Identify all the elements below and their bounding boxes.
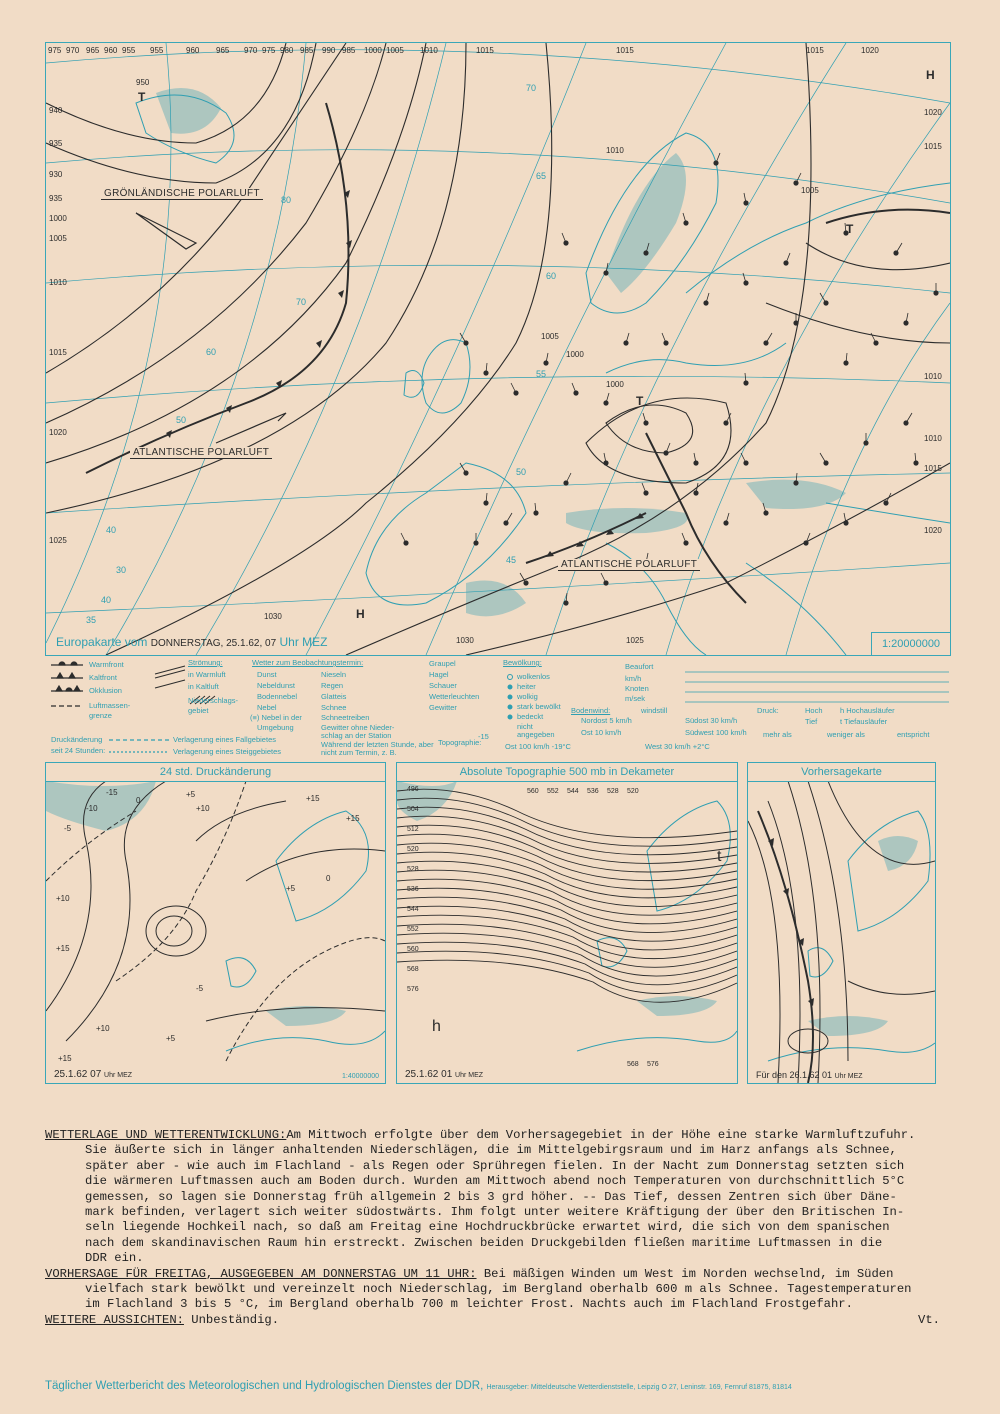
top-pressure-label-11: 985 (300, 46, 314, 55)
legend-shift-fall: Verlagerung eines Fallgebietes (173, 735, 276, 744)
left-pressure-label-6: 1010 (49, 278, 67, 287)
topo-value-6: 544 (407, 906, 419, 913)
forecast-isobar-4 (828, 781, 935, 864)
latitude-label-11: 50 (176, 415, 187, 425)
topo-value-12: 552 (547, 788, 559, 795)
topo-south-coast (577, 1031, 737, 1051)
map-caption (56, 635, 328, 649)
author-signature: Vt. (918, 1312, 940, 1327)
forecast-isobar-0 (748, 821, 780, 1083)
legend-pressure-high-ridge: h Hochausläufer (840, 706, 895, 715)
legend-knots: Knoten (625, 684, 649, 693)
station-wind-24 (506, 513, 512, 523)
coast-black-sea (826, 503, 950, 523)
forecast-south-coast (768, 1043, 935, 1061)
topo-value-10: 576 (407, 986, 419, 993)
change-value-11: +5 (286, 884, 296, 893)
caption-date: DONNERSTAG, 25.1.62, 07 (150, 638, 277, 649)
change-isoline-3 (146, 906, 206, 956)
left-pressure-label-0: 940 (49, 106, 63, 115)
legend-pressure-high: Hoch (805, 706, 823, 715)
caption-suffix: Uhr MEZ (279, 635, 328, 649)
right-pressure-label-0: 1020 (924, 108, 942, 117)
legend-wind-sw: Südwest 100 km/h (685, 728, 747, 737)
legend-weather-title: Wetter zum Beobachtungstermin: (252, 658, 364, 667)
legend-weather-fog: Nebel (257, 703, 277, 712)
top-pressure-label-4: 955 (122, 46, 136, 55)
legend-topography-value: -15 (478, 732, 489, 741)
legend-cloud-na-2: angegeben (517, 730, 555, 739)
inner-pressure-label-6: 1030 (264, 612, 282, 621)
isobar-1 (46, 43, 386, 423)
legend-topography-label: Topographie: (438, 738, 482, 747)
top-pressure-label-7: 965 (216, 46, 230, 55)
change-britain (226, 958, 256, 987)
warm-flow-arrow (155, 666, 185, 678)
legend-weather-blowing-snow: Schneetreiben (321, 713, 370, 722)
legend-cloud-na-1: nicht (517, 722, 533, 731)
change-scandinavia (276, 811, 369, 921)
legend-weather-hail: Hagel (429, 670, 449, 679)
meridian-0 (46, 43, 171, 643)
topo-value-4: 528 (407, 866, 419, 873)
right-pressure-label-1: 1015 (924, 142, 942, 151)
topo-height-line-16 (397, 933, 737, 976)
front-northeast (826, 210, 950, 223)
topo-height-line-3 (397, 816, 737, 863)
change-value-10: -5 (196, 984, 204, 993)
topo-height-line-11 (397, 888, 737, 932)
legend-pressure-low: Tief (805, 717, 818, 726)
cold-front-atlantic (86, 103, 349, 473)
topography-date: 25.1.62 01 (405, 1069, 453, 1080)
change-value-13: +10 (56, 894, 70, 903)
legend-tendency-less: weniger als (827, 730, 865, 739)
high-center-northeast: H (926, 68, 935, 82)
change-value-7: +15 (58, 1054, 72, 1063)
station-wind-2 (511, 383, 516, 393)
legend-coldfront: Kaltfront (89, 673, 117, 682)
low-center-denmark: T (636, 394, 644, 408)
inner-pressure-label-8: 1025 (626, 636, 644, 645)
greenland-ice (156, 88, 221, 134)
legend-occlusion: Okklusion (89, 686, 122, 695)
top-pressure-label-16: 1010 (420, 46, 438, 55)
forecast-low-area (878, 836, 918, 871)
station-wind-28 (601, 573, 606, 583)
inner-pressure-label-1: 1005 (541, 332, 559, 341)
legend-warmfront: Warmfront (89, 660, 124, 669)
latitude-label-7: 35 (86, 615, 97, 625)
left-pressure-label-2: 930 (49, 170, 63, 179)
right-pressure-label-2: 1010 (924, 372, 942, 381)
pressure-change-drawing (46, 781, 385, 1083)
legend-topography-west: West 30 km/h +2°C (645, 742, 710, 751)
legend-flow-cold: in Kaltluft (188, 682, 219, 691)
topo-height-line-17 (397, 942, 737, 985)
situation-line-7: nach dem skandinavischen Raum hin erstreckt. Zwischen beiden Druckgebilden fließen maritime Luftmassen in die (85, 1235, 883, 1250)
isobar-11 (806, 243, 950, 270)
footer-title: Täglicher Wetterbericht des Meteorologischen und Hydrologischen Dienstes der DDR, (45, 1380, 484, 1392)
topo-value-0: 496 (407, 786, 419, 793)
legend-topography-east: Ost 100 km/h -19°C (505, 742, 571, 751)
topo-value-9: 568 (407, 966, 419, 973)
top-pressure-label-14: 1000 (364, 46, 382, 55)
legend-tendency-equal: entspricht (897, 730, 930, 739)
airmass-label-greenland: GRÖNLÄNDISCHE POLARLUFT (101, 188, 263, 200)
coldfront-teeth (57, 673, 75, 678)
legend-weather-tstorm-1: Gewitter ohne Nieder- (321, 723, 395, 732)
latitude-label-3: 55 (536, 369, 547, 379)
legend-pressure-low-trough: t Tiefausläufer (840, 717, 888, 726)
caption-prefix: Europakarte vom (56, 635, 148, 649)
topography-footer (405, 1069, 483, 1080)
topo-value-1: 504 (407, 806, 419, 813)
top-pressure-label-20: 1020 (861, 46, 879, 55)
legend-precip-1: Niederschlags- (188, 696, 239, 705)
legend-msec: m/sek (625, 694, 646, 703)
weather-report-text (45, 1128, 950, 1328)
top-pressure-label-18: 1015 (616, 46, 634, 55)
legend-weather-tstorm-2: schlag an der Station (321, 731, 392, 740)
station-wind-35 (886, 493, 891, 503)
airmass-label-atlantic-central: ATLANTISCHE POLARLUFT (558, 559, 700, 571)
change-value-1: -10 (86, 804, 98, 813)
pressure-change-scale: 1:40000000 (342, 1073, 379, 1080)
change-value-3: 0 (136, 796, 141, 805)
low-center-russia: T (846, 222, 854, 236)
forecast-isobar-2 (788, 781, 820, 1083)
situation-line-2: später aber - wie auch im Flachland - als Regen oder Sprühregen fielen. In der Nacht zum Donnerstag setzten sich (85, 1158, 905, 1173)
legend-airmass-boundary-1: Luftmassen- (89, 701, 131, 710)
legend-weather-lightning: Wetterleuchten (429, 692, 480, 701)
pressure-change-footer (54, 1069, 132, 1080)
outlook-line (45, 1313, 950, 1328)
pressure-change-unit: Uhr MEZ (104, 1072, 133, 1079)
topo-height-line-1 (397, 798, 737, 846)
left-pressure-label-3: 935 (49, 194, 63, 203)
topo-value-11: 560 (527, 788, 539, 795)
forecast-title: Vorhersagekarte (748, 765, 935, 782)
change-isoline-6 (246, 849, 385, 881)
change-value-5: +10 (196, 804, 210, 813)
change-value-14: +15 (306, 794, 320, 803)
topography-drawing (397, 781, 737, 1083)
page-footer (45, 1380, 792, 1392)
top-pressure-label-13: 985 (342, 46, 356, 55)
latitude-label-2: 60 (546, 271, 557, 281)
topo-trough-mark: t (717, 848, 722, 865)
topo-height-line-19 (397, 960, 737, 1002)
airmass-label-atlantic-west: ATLANTISCHE POLARLUFT (130, 447, 272, 459)
legend-weather-mist: Nebeldunst (257, 681, 295, 690)
topo-height-line-18 (397, 951, 737, 993)
legend-pressure-title: Druck: (757, 706, 779, 715)
inner-pressure-label-5: 1005 (801, 186, 819, 195)
topography-title: Absolute Topographie 500 mb in Dekameter (397, 765, 737, 782)
coast-balkans (746, 563, 846, 655)
topo-value-13: 544 (567, 788, 579, 795)
isobar-4 (106, 43, 552, 655)
legend-cloud-mostly: stark bewölkt (517, 702, 561, 711)
map-scale: 1:20000000 (871, 632, 950, 655)
latitude-label-13: 30 (116, 565, 127, 575)
parallel-3 (46, 376, 950, 403)
legend-pressure-change-1: Druckänderung (51, 735, 103, 744)
top-pressure-label-10: 980 (280, 46, 294, 55)
legend-flow-title: Strömung: (188, 658, 223, 667)
legend-weather-thunder: Gewitter (429, 703, 457, 712)
top-pressure-label-1: 970 (66, 46, 80, 55)
cold-front-tooth-3 (316, 340, 322, 348)
outlook-text: Unbeständig. (183, 1312, 280, 1327)
left-pressure-label-8: 1020 (49, 428, 67, 437)
situation-line-5: mark befinden, verlagert sich weiter südostwärts. Ihm folgt unter weitere Kräftigung der über den Britischen In- (85, 1205, 905, 1220)
legend-precip-2: gebiet (188, 706, 209, 715)
meridian-7 (786, 303, 950, 655)
topo-value-3: 520 (407, 846, 419, 853)
coast-baltic-north (686, 183, 950, 293)
cold-front-tooth-2 (338, 290, 344, 298)
inner-pressure-label-7: 1030 (456, 636, 474, 645)
latitude-label-9: 70 (296, 297, 307, 307)
forecast-isobar-6 (788, 1029, 828, 1053)
pressure-change-map (45, 762, 386, 1084)
legend-weather-glaze: Glatteis (321, 692, 347, 701)
legend-weather-groundfog: Bodennebel (257, 692, 298, 701)
change-value-6: +15 (56, 944, 70, 953)
topo-greenland-ice (397, 781, 457, 821)
station-wind-54 (401, 533, 406, 543)
low-center-iceland: T (138, 90, 146, 104)
inner-pressure-label-3: 1000 (606, 380, 624, 389)
isobar-2 (46, 43, 426, 463)
topography-500mb-map (396, 762, 738, 1084)
change-greenland-ice (46, 781, 156, 831)
top-pressure-label-17: 1015 (476, 46, 494, 55)
right-pressure-label-5: 1020 (924, 526, 942, 535)
topo-height-line-4 (397, 825, 737, 872)
legend-weather-snow: Schnee (321, 703, 347, 712)
inner-pressure-label-0: 950 (136, 78, 150, 87)
situation-line-3: die wärmeren Luftmassen auch am Boden durch. Wurden am Mittwoch abend noch Temperaturen von durchschnittlich 5°C (85, 1174, 905, 1189)
forecast-scandinavia (848, 811, 930, 931)
topo-value-7: 552 (407, 926, 419, 933)
station-wind-13 (820, 293, 826, 303)
latitude-label-6: 40 (101, 595, 112, 605)
topo-height-line-6 (397, 843, 737, 889)
left-pressure-label-9: 1025 (49, 536, 67, 545)
legend-weather-lasthour-2: nicht zum Termin, z. B. (321, 748, 397, 757)
forecast-britain (808, 948, 833, 977)
latitude-label-5: 45 (506, 555, 517, 565)
topo-alps (637, 996, 717, 1016)
isobar-9 (606, 405, 693, 453)
forecast-line-2: im Flachland 3 bis 5 °C, im Bergland oberhalb 700 m leichter Frost. Nachts auch im Flachland Frostgefahr. (85, 1297, 853, 1312)
alps-relief (566, 508, 688, 533)
change-value-9: +5 (166, 1034, 176, 1043)
change-value-12: 0 (326, 874, 331, 883)
situation-line-4: gemessen, so lagen sie Donnerstag früh allgemein 2 bis 3 grd höher. -- Das Tief, dessen Zentren sich über Däne- (85, 1189, 897, 1204)
legend-wind-se: Südost 30 km/h (685, 716, 738, 725)
situation-line-0: Am Mittwoch erfolgte über dem Vorhersagegebiet in der Höhe eine starke Warmluftzufuhr. (286, 1128, 916, 1142)
iberia-relief (466, 581, 526, 617)
pressure-change-title: 24 std. Druckänderung (46, 765, 385, 782)
legend-groundwind-title: Bodenwind: (571, 706, 611, 715)
main-map-drawing (46, 43, 950, 655)
situation-first-line (45, 1128, 950, 1143)
top-pressure-label-19: 1015 (806, 46, 824, 55)
change-isoline-4 (156, 916, 192, 946)
situation-line-1: Sie äußerte sich in länger anhaltenden Niederschlägen, die im Mittelgebirgsraum und im Harz anfangs als Schnee, (85, 1143, 897, 1158)
pressure-change-date: 25.1.62 07 (54, 1069, 102, 1080)
outlook-heading: WEITERE AUSSICHTEN: (45, 1312, 184, 1327)
left-pressure-label-5: 1005 (49, 234, 67, 243)
forecast-isobar-5 (848, 981, 935, 994)
topo-height-line-10 (397, 879, 737, 924)
topo-value-17: 568 (627, 1061, 639, 1068)
change-south-coast (226, 1031, 385, 1051)
topo-value-2: 512 (407, 826, 419, 833)
forecast-drawing (748, 781, 935, 1083)
topo-height-line-5 (397, 834, 737, 880)
legend-kmh: km/h (625, 674, 642, 683)
left-pressure-label-4: 1000 (49, 214, 67, 223)
legend-cloud-fair: heiter (517, 682, 536, 691)
topo-ridge-mark: h (432, 1018, 441, 1035)
change-value-4: +5 (186, 790, 196, 799)
top-pressure-label-15: 1005 (386, 46, 404, 55)
legend-cloud-cloudy: wolkig (517, 692, 538, 701)
legend-weather-haze: Dunst (257, 670, 277, 679)
latitude-label-0: 70 (526, 83, 537, 93)
topo-height-line-7 (397, 852, 737, 898)
legend-shift-rise: Verlagerung eines Steiggebietes (173, 747, 281, 756)
footer-publisher: Herausgeber: Mitteldeutsche Wetterdienststelle, Leipzig O 27, Leninstr. 169, Fernruf 81875, 81814 (486, 1384, 792, 1391)
station-wind-15 (871, 333, 876, 343)
cold-flow-arrow (155, 680, 185, 688)
legend-tendency-more: mehr als (763, 730, 792, 739)
coast-north-germany (606, 343, 786, 373)
station-wind-22 (566, 473, 571, 483)
legend-weather-drizzle: Nieseln (321, 670, 347, 679)
legend-airmass-boundary-2: grenze (89, 711, 112, 720)
station-wind-50 (896, 243, 902, 253)
legend-weather-shower: Schauer (429, 681, 457, 690)
forecast-heading: VORHERSAGE FÜR FREITAG, AUSGEGEBEN AM DONNERSTAG UM 11 UHR: (45, 1266, 477, 1281)
coast-ireland (404, 371, 424, 398)
change-value-8: +10 (96, 1024, 110, 1033)
europe-weather-map (45, 42, 951, 656)
left-pressure-label-7: 1015 (49, 348, 67, 357)
topo-value-16: 520 (627, 788, 639, 795)
legend-wind-ne: Nordost 5 km/h (581, 716, 632, 725)
left-pressure-label-1: 935 (49, 139, 63, 148)
legend-beaufort: Beaufort (625, 662, 654, 671)
top-pressure-label-12: 990 (322, 46, 336, 55)
change-value-2: -5 (64, 824, 72, 833)
station-wind-52 (460, 463, 466, 473)
forecast-front (758, 811, 813, 1083)
forecast-line-1: vielfach stark bewölkt und vereinzelt noch Niederschlag, im Bergland oberhalb 600 m als Schnee. Tagestemperaturen (85, 1282, 912, 1297)
station-wind-37 (906, 413, 912, 423)
legend-cloud-clear: wolkenlos (517, 672, 550, 681)
legend-weather-fog-nearby-1: (≡) Nebel in der (250, 713, 302, 722)
topo-value-14: 536 (587, 788, 599, 795)
change-isoline-5 (226, 938, 385, 1061)
atlantic-air-arrow (216, 413, 286, 443)
legend-weather-graupel: Graupel (429, 659, 456, 668)
top-pressure-label-8: 970 (244, 46, 258, 55)
forecast-line-0: Bei mäßigen Winden um West im Norden wechselnd, im Süden (476, 1266, 894, 1281)
inner-pressure-label-2: 1000 (566, 350, 584, 359)
topography-unit: Uhr MEZ (455, 1072, 484, 1079)
right-pressure-label-4: 1015 (924, 464, 942, 473)
latitude-label-4: 50 (516, 467, 527, 477)
forecast-unit: Uhr MEZ (834, 1073, 863, 1080)
legend-cloud-overcast: bedeckt (517, 712, 544, 721)
legend-flow-warm: in Warmluft (188, 670, 226, 679)
top-pressure-label-5: 955 (150, 46, 164, 55)
station-wind-41 (741, 453, 746, 463)
forecast-map (747, 762, 936, 1084)
legend-wind-e: Ost 10 km/h (581, 728, 622, 737)
top-pressure-label-6: 960 (186, 46, 200, 55)
topo-value-15: 528 (607, 788, 619, 795)
legend-weather-lasthour-1: Während der letzten Stunde, aber (321, 740, 434, 749)
top-pressure-label-9: 975 (262, 46, 276, 55)
coast-britain (422, 340, 470, 413)
inner-pressure-label-4: 1010 (606, 146, 624, 155)
topo-height-line-15 (397, 924, 737, 967)
top-pressure-label-2: 965 (86, 46, 100, 55)
map-legend (45, 656, 949, 756)
change-value-15: +15 (346, 814, 360, 823)
legend-weather-fog-nearby-2: Umgebung (257, 723, 294, 732)
legend-wind-calm: windstill (641, 706, 668, 715)
forecast-first-line (45, 1267, 950, 1282)
latitude-label-1: 65 (536, 171, 547, 181)
top-pressure-label-3: 960 (104, 46, 118, 55)
change-value-0: -15 (106, 788, 118, 797)
legend-weather-rain: Regen (321, 681, 344, 690)
scandinavia-relief (606, 153, 686, 293)
occlusion-marks (56, 686, 80, 691)
situation-line-8: DDR ein. (85, 1251, 144, 1266)
station-wind-11 (766, 333, 772, 343)
top-pressure-label-0: 975 (48, 46, 62, 55)
forecast-footer (756, 1070, 863, 1080)
right-pressure-label-3: 1010 (924, 434, 942, 443)
station-wind-48 (796, 173, 801, 183)
situation-line-6: seln liegende Hochkeil nach, so daß am Freitag eine Hochdruckbrücke erwartet wird, die sich von dem spanischen (85, 1220, 890, 1235)
topo-value-8: 560 (407, 946, 419, 953)
station-wind-39 (820, 453, 826, 463)
legend-cloud-title: Bewölkung: (503, 658, 542, 667)
legend-pressure-change-2: seit 24 Stunden: (51, 746, 106, 755)
high-center-west: H (356, 607, 365, 621)
latitude-label-10: 60 (206, 347, 217, 357)
situation-heading: WETTERLAGE UND WETTERENTWICKLUNG: (45, 1128, 287, 1142)
latitude-label-8: 80 (281, 195, 292, 205)
topo-value-18: 576 (647, 1061, 659, 1068)
isobar-10 (586, 398, 731, 483)
latitude-label-12: 40 (106, 525, 117, 535)
forecast-date: Für den 26.1.62 01 (756, 1070, 833, 1080)
topo-value-5: 536 (407, 886, 419, 893)
